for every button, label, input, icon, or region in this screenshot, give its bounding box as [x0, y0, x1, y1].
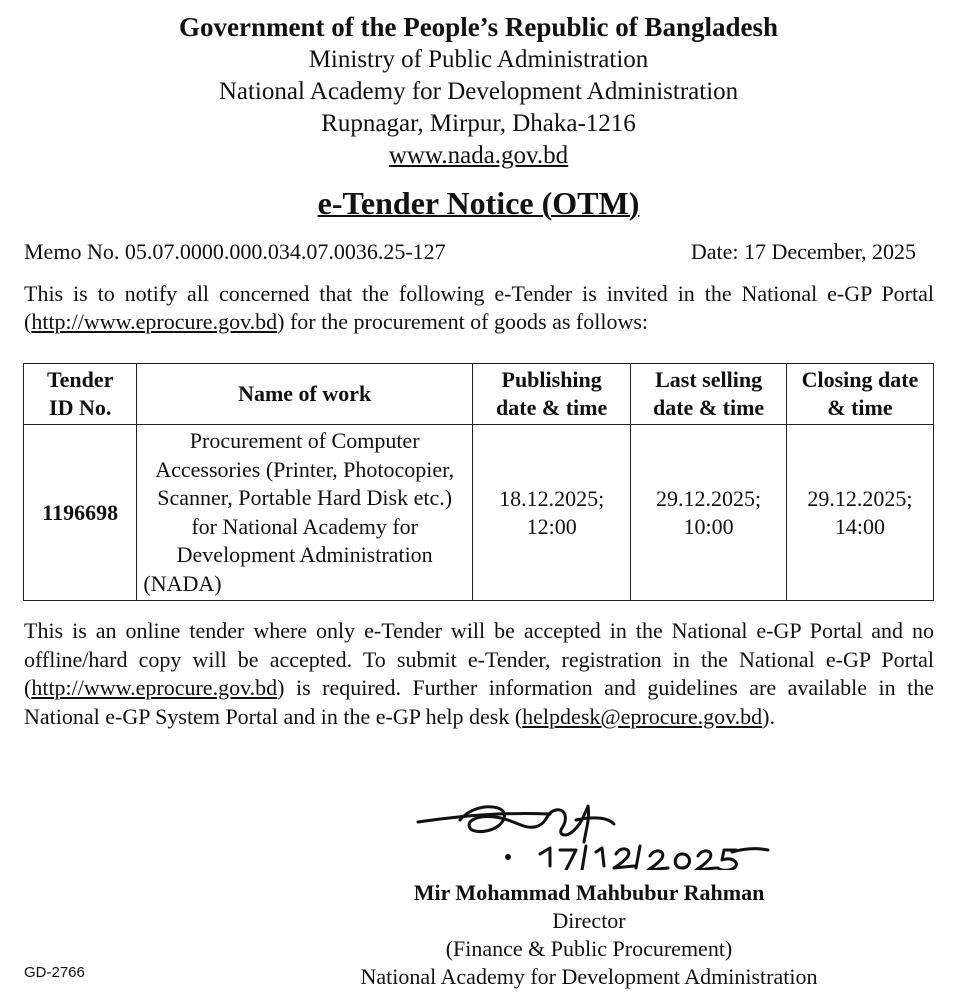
publishing-time: 12:00 [526, 513, 577, 539]
publishing-datetime [472, 425, 630, 601]
header-last-selling [631, 364, 787, 425]
header-last-selling-line2: date & time [653, 395, 765, 420]
table-header-row [24, 364, 934, 425]
header-tender-id [24, 364, 137, 425]
instructions-text-1: This is an online tender where only e-Tender will be accepted in the National e-GP Portal and no offline/hard copy will be accepted. To submit e-Tender, registration in the National e-GP Portal ( [24, 618, 934, 700]
last-selling-datetime [631, 425, 787, 601]
notice-title-text: e-Tender Notice (OTM) [317, 185, 640, 221]
letterhead [0, 10, 957, 172]
address: Rupnagar, Mirpur, Dhaka-1216 [321, 110, 636, 137]
header-last-selling-line1: Last selling [655, 367, 763, 392]
header-closing [786, 364, 933, 425]
notice-title [0, 183, 957, 223]
header-publishing-line1: Publishing [501, 367, 602, 392]
header-publishing [472, 364, 630, 425]
signer-organization: National Academy for Development Administration [360, 964, 818, 989]
table-row [24, 425, 934, 601]
publishing-date: 18.12.2025; [499, 485, 605, 511]
header-tender-id-line1: Tender [46, 367, 114, 392]
instructions-text-3: ). [762, 703, 775, 729]
intro-text-after: ) for the procurement of goods as follows: [277, 309, 649, 334]
name-of-work: Procurement of Computer Accessories (Printer, Photocopier, Scanner, Portable Hard Disk etc.) for National Academy for Development Administration (NADA) [137, 425, 473, 601]
closing-date: 29.12.2025; [807, 485, 913, 511]
tender-table [23, 363, 934, 601]
closing-time: 14:00 [834, 513, 885, 539]
header-publishing-line2: date & time [496, 395, 608, 420]
eprocure-link-2[interactable]: http://www.eprocure.gov.bd [31, 675, 278, 700]
handwritten-signature [400, 790, 780, 870]
government-name: Government of the People’s Republic of Bangladesh [179, 12, 778, 42]
tender-id: 1196698 [24, 425, 137, 601]
website-link[interactable]: www.nada.gov.bd [388, 142, 569, 169]
academy-name: National Academy for Development Administration [218, 78, 739, 105]
memo-date: Date: 17 December, 2025 [690, 239, 916, 264]
header-name-of-work: Name of work [137, 364, 473, 425]
instructions-paragraph [24, 617, 934, 731]
intro-text-before: This is to notify all concerned that the following e-Tender is invited in the National e-GP Portal ( [24, 281, 934, 334]
helpdesk-email-link[interactable]: helpdesk@eprocure.gov.bd [522, 703, 763, 729]
ministry-name: Ministry of Public Administration [308, 46, 649, 73]
header-closing-line1: Closing date [801, 367, 919, 392]
signer-name: Mir Mohammad Mahbubur Rahman [413, 880, 765, 905]
signer-department: (Finance & Public Procurement) [445, 936, 733, 961]
signer-block [330, 878, 848, 991]
header-closing-line2: & time [827, 395, 893, 420]
last-selling-time: 10:00 [683, 513, 734, 539]
signer-designation: Director [552, 908, 626, 933]
closing-datetime [786, 425, 933, 601]
gd-code: GD-2766 [24, 964, 85, 981]
instructions-text-2: ) is required. Further information and guidelines are available in the National e-GP System Portal and in the e-GP help desk ( [24, 675, 934, 729]
memo-number: Memo No. 05.07.0000.000.034.07.0036.25-127 [24, 239, 446, 264]
header-tender-id-line2: ID No. [49, 395, 112, 420]
last-selling-date: 29.12.2025; [656, 485, 762, 511]
intro-paragraph [24, 280, 934, 336]
eprocure-link[interactable]: http://www.eprocure.gov.bd [31, 309, 278, 334]
